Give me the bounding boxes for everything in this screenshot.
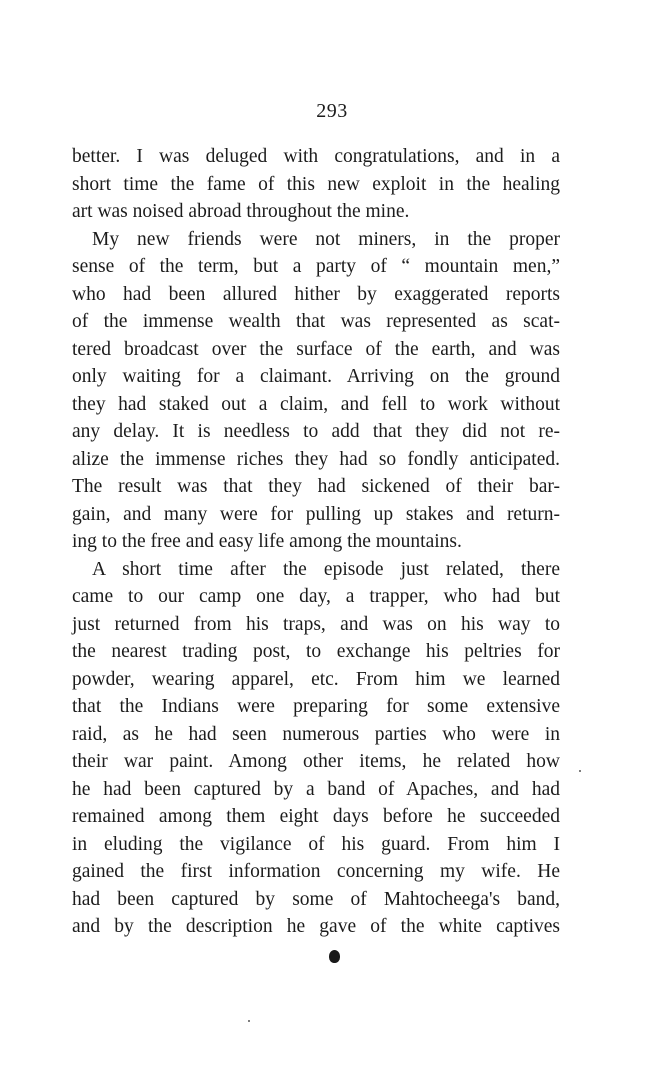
text-line: the nearest trading post, to exchange his peltries for xyxy=(72,641,560,662)
paragraph-end-line: art was noised abroad throughout the mine. xyxy=(72,201,410,222)
text-line: any delay. It is needless to add that they did not re- xyxy=(72,421,560,442)
text-line: their war paint. Among other items, he related how xyxy=(72,751,560,772)
text-line: he had been captured by a band of Apaches, and had xyxy=(72,778,560,800)
ink-blot-mark xyxy=(329,950,340,963)
page-number: 293 xyxy=(316,100,348,122)
text-line: only waiting for a claimant. Arriving on the ground xyxy=(72,366,560,387)
text-line: short time the fame of this new exploit in the healing xyxy=(72,173,560,195)
text-line: who had been allured hither by exaggerated reports xyxy=(72,283,560,305)
text-line: in eluding the vigilance of his guard. From him I xyxy=(72,833,560,855)
text-line: better. I was deluged with congratulations, and in a xyxy=(72,146,560,167)
text-line: of the immense wealth that was represented as scat- xyxy=(72,311,560,332)
paragraph-start-line: A short time after the episode just related, there xyxy=(92,558,560,580)
text-line: gained the first information concerning my wife. He xyxy=(72,861,560,882)
paper-speck xyxy=(579,770,581,772)
text-line: sense of the term, but a party of “ mountain men,” xyxy=(72,256,560,277)
text-line: raid, as he had seen numerous parties who were in xyxy=(72,723,560,745)
text-line: came to our camp one day, a trapper, who had but xyxy=(72,586,560,607)
text-line: and by the description he gave of the white captives xyxy=(72,916,560,937)
text-line: powder, wearing apparel, etc. From him we learned xyxy=(72,668,560,690)
text-line: that the Indians were preparing for some extensive xyxy=(72,696,560,717)
text-line: just returned from his traps, and was on his way to xyxy=(72,613,560,635)
text-line: remained among them eight days before he succeeded xyxy=(72,806,560,827)
paragraph-start-line: My new friends were not miners, in the proper xyxy=(92,228,560,250)
text-line: had been captured by some of Mahtocheega's band, xyxy=(72,888,560,910)
paragraph-end-line: ing to the free and easy life among the mountains. xyxy=(72,531,462,552)
text-line: gain, and many were for pulling up stakes and return- xyxy=(72,503,560,525)
page-body-text xyxy=(72,143,560,941)
text-line: tered broadcast over the surface of the earth, and was xyxy=(72,338,560,360)
text-line: The result was that they had sickened of their bar- xyxy=(72,476,560,497)
paper-speck xyxy=(248,1020,250,1022)
text-line: alize the immense riches they had so fondly anticipated. xyxy=(72,448,560,470)
text-line: they had staked out a claim, and fell to work without xyxy=(72,393,560,415)
